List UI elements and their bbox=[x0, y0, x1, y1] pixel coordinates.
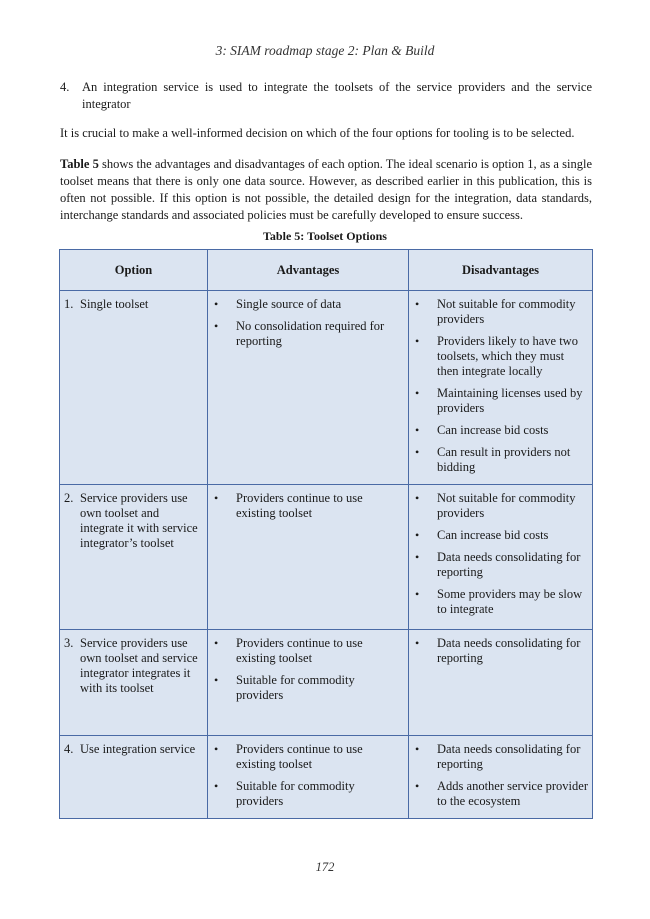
bullet-icon: • bbox=[214, 779, 219, 793]
disadvantage-item bbox=[413, 334, 588, 379]
advantages-cell bbox=[208, 291, 409, 485]
option-entry bbox=[64, 636, 203, 696]
bullet-icon: • bbox=[415, 334, 420, 348]
disadvantage-item-text: Can result in providers not bidding bbox=[437, 445, 571, 474]
advantage-item-text: Suitable for commodity providers bbox=[236, 673, 355, 702]
advantage-item bbox=[212, 673, 404, 703]
option-cell bbox=[60, 485, 208, 630]
advantages-list bbox=[212, 636, 404, 703]
bullet-icon: • bbox=[214, 742, 219, 756]
disadvantage-item bbox=[413, 297, 588, 327]
option-entry bbox=[64, 742, 203, 757]
option-text: Use integration service bbox=[80, 742, 196, 756]
table-row bbox=[60, 736, 593, 819]
bullet-icon: • bbox=[415, 587, 420, 601]
disadvantage-item-text: Not suitable for commodity providers bbox=[437, 297, 576, 326]
option-text: Service providers use own toolset and service integrator integrates it with its toolset bbox=[80, 636, 198, 695]
disadvantage-item bbox=[413, 636, 588, 666]
disadvantage-item-text: Not suitable for commodity providers bbox=[437, 491, 576, 520]
disadvantages-list bbox=[413, 636, 588, 666]
disadvantage-item bbox=[413, 445, 588, 475]
advantage-item bbox=[212, 636, 404, 666]
bullet-icon: • bbox=[415, 779, 420, 793]
option-entry bbox=[64, 297, 203, 312]
disadvantage-item-text: Data needs consolidating for reporting bbox=[437, 742, 581, 771]
option-number: 4. bbox=[64, 742, 74, 756]
advantage-item-text: Suitable for commodity providers bbox=[236, 779, 355, 808]
disadvantage-item-text: Providers likely to have two toolsets, which they must then integrate locally bbox=[437, 334, 578, 378]
bullet-icon: • bbox=[415, 491, 420, 505]
bullet-icon: • bbox=[214, 491, 219, 505]
disadvantage-item bbox=[413, 386, 588, 416]
table-reference: Table 5 bbox=[60, 157, 99, 171]
page-number: 172 bbox=[315, 860, 335, 874]
toolset-options-table bbox=[59, 249, 593, 819]
advantage-item-text: Providers continue to use existing toolset bbox=[236, 636, 363, 665]
disadvantage-item-text: Some providers may be slow to integrate bbox=[437, 587, 583, 616]
option-text: Service providers use own toolset and integrate it with service integrator’s toolset bbox=[80, 491, 198, 550]
advantages-list bbox=[212, 742, 404, 809]
bullet-icon: • bbox=[415, 742, 420, 756]
option-cell bbox=[60, 291, 208, 485]
advantages-list bbox=[212, 491, 404, 521]
disadvantage-item-text: Maintaining licenses used by providers bbox=[437, 386, 583, 415]
option-entry bbox=[64, 491, 203, 551]
option-text: Single toolset bbox=[80, 297, 149, 311]
paragraph-decision: It is crucial to make a well-informed decision on which of the four options for tooling is to be selected. bbox=[60, 126, 575, 140]
table-row bbox=[60, 291, 593, 485]
bullet-icon: • bbox=[415, 550, 420, 564]
table-caption: Table 5: Toolset Options bbox=[263, 229, 387, 243]
disadvantage-item bbox=[413, 742, 588, 772]
header-disadvantages: Disadvantages bbox=[409, 250, 593, 291]
header-option: Option bbox=[60, 250, 208, 291]
disadvantage-item-text: Can increase bid costs bbox=[437, 423, 549, 437]
disadvantage-item-text: Adds another service provider to the ecosystem bbox=[437, 779, 588, 808]
advantage-item-text: Single source of data bbox=[236, 297, 342, 311]
bullet-icon: • bbox=[214, 673, 219, 687]
option-cell bbox=[60, 630, 208, 736]
advantage-item bbox=[212, 742, 404, 772]
option-number: 2. bbox=[64, 491, 74, 505]
bullet-icon: • bbox=[415, 297, 420, 311]
disadvantages-cell bbox=[409, 485, 593, 630]
advantage-item-text: Providers continue to use existing toolset bbox=[236, 742, 363, 771]
running-header: 3: SIAM roadmap stage 2: Plan & Build bbox=[215, 43, 435, 58]
advantage-item bbox=[212, 319, 404, 349]
bullet-icon: • bbox=[214, 636, 219, 650]
numbered-list-item bbox=[60, 79, 592, 113]
header-advantages: Advantages bbox=[208, 250, 409, 291]
bullet-icon: • bbox=[415, 445, 420, 459]
bullet-icon: • bbox=[214, 297, 219, 311]
option-number: 3. bbox=[64, 636, 74, 650]
bullet-icon: • bbox=[415, 386, 420, 400]
advantage-item bbox=[212, 297, 404, 312]
disadvantage-item bbox=[413, 528, 588, 543]
disadvantage-item-text: Data needs consolidating for reporting bbox=[437, 550, 581, 579]
disadvantage-item bbox=[413, 423, 588, 438]
disadvantage-item-text: Can increase bid costs bbox=[437, 528, 549, 542]
advantages-cell bbox=[208, 736, 409, 819]
advantage-item bbox=[212, 491, 404, 521]
bullet-icon: • bbox=[415, 528, 420, 542]
option-cell bbox=[60, 736, 208, 819]
option-number: 1. bbox=[64, 297, 74, 311]
paragraph-table-intro-text: shows the advantages and disadvantages of each option. The ideal scenario is option 1, as a single toolset means that there is only one data source. However, as described earlier in this publication, this is often not possible. If this option is not possible, the detailed design for the integration, data standards, interchange standards and associated policies must be carefully developed to ensure success. bbox=[60, 157, 592, 222]
disadvantages-cell bbox=[409, 291, 593, 485]
disadvantage-item bbox=[413, 587, 588, 617]
advantages-cell bbox=[208, 630, 409, 736]
disadvantages-cell bbox=[409, 630, 593, 736]
list-item-number: 4. bbox=[60, 80, 70, 94]
advantage-item-text: No consolidation required for reporting bbox=[236, 319, 385, 348]
advantages-cell bbox=[208, 485, 409, 630]
advantages-list bbox=[212, 297, 404, 349]
disadvantages-list bbox=[413, 491, 588, 617]
advantage-item bbox=[212, 779, 404, 809]
bullet-icon: • bbox=[214, 319, 219, 333]
list-item-text: An integration service is used to integrate the toolsets of the service providers and the service integrator bbox=[82, 80, 592, 111]
advantage-item-text: Providers continue to use existing toolset bbox=[236, 491, 363, 520]
disadvantage-item bbox=[413, 550, 588, 580]
disadvantages-cell bbox=[409, 736, 593, 819]
disadvantages-list bbox=[413, 297, 588, 475]
table-header-row bbox=[60, 250, 593, 291]
disadvantage-item bbox=[413, 491, 588, 521]
disadvantages-list bbox=[413, 742, 588, 809]
paragraph-table-intro bbox=[60, 156, 592, 224]
bullet-icon: • bbox=[415, 636, 420, 650]
disadvantage-item-text: Data needs consolidating for reporting bbox=[437, 636, 581, 665]
table-row bbox=[60, 485, 593, 630]
disadvantage-item bbox=[413, 779, 588, 809]
bullet-icon: • bbox=[415, 423, 420, 437]
table-row bbox=[60, 630, 593, 736]
